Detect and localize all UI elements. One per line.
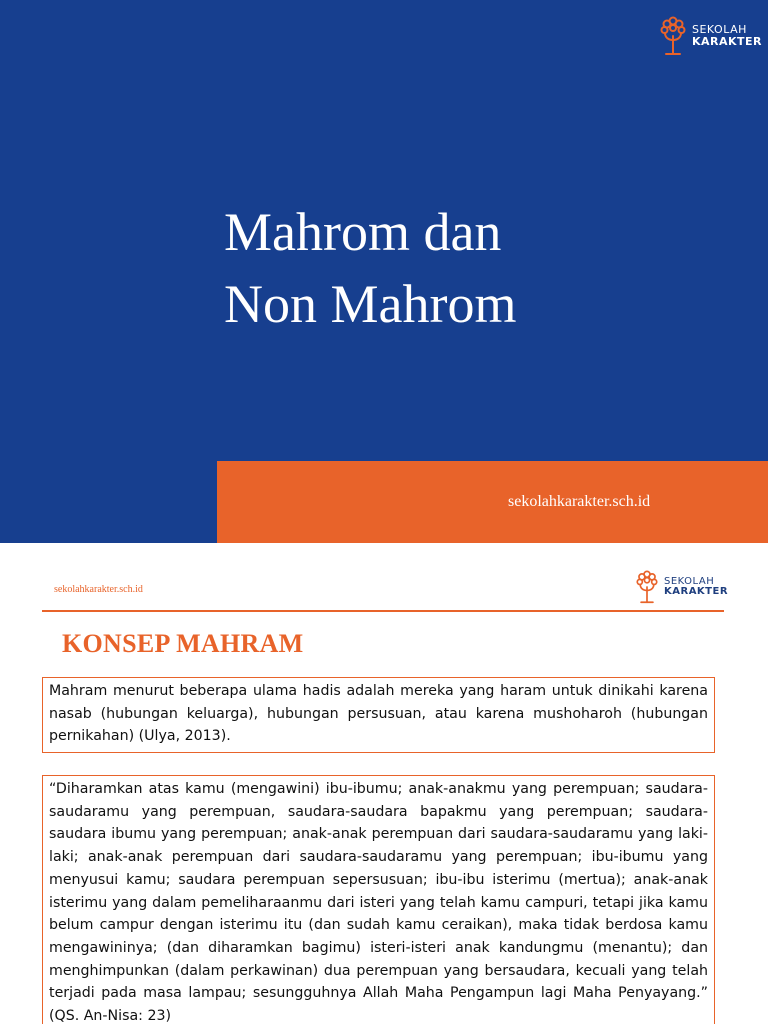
cover-website-url: sekolahkarakter.sch.id (508, 493, 651, 510)
tree-icon (660, 16, 686, 56)
definition-box: Mahram menurut beberapa ulama hadis adalah mereka yang haram untuk dinikahi karena nasab (hubungan keluarga), hubungan persusuan, atau karena mushoharoh (hubungan pernikahan) (Ulya, 2013). (42, 677, 715, 753)
content-slide (0, 543, 768, 1024)
header-divider (42, 610, 724, 612)
cover-title (224, 196, 724, 340)
cover-title-line2: Non Mahrom (224, 274, 517, 334)
tree-icon (636, 570, 658, 604)
header-website-url: sekolahkarakter.sch.id (54, 584, 143, 595)
logo-text-sekolah: SEKOLAH (664, 575, 715, 587)
section-title: KONSEP MAHRAM (62, 629, 304, 658)
logo-text-karakter: KARAKTER (692, 35, 763, 48)
cover-title-line1: Mahrom dan (224, 202, 502, 262)
logo-text-sekolah: SEKOLAH (692, 23, 747, 37)
brand-logo-small (636, 570, 728, 604)
logo-text-karakter: KARAKTER (664, 586, 729, 597)
quran-quote-box: “Diharamkan atas kamu (mengawini) ibu-ibumu; anak-anakmu yang perempuan; saudara-saudaramu yang perempuan, saudara-saudara bapakmu yang perempuan; saudara-saudara ibumu yang perempuan; anak-anak perempuan dari saudara-saudaramu yang laki-laki; anak-anak perempuan dari saudara-saudaramu yang perempuan; ibu-ibumu yang menyusui kamu; saudara perempuan sepersusuan; ibu-ibu isterimu (mertua); anak-anak isterimu yang dalam pemeliharaanmu dari isteri yang telah kamu campuri, tetapi jika kamu belum campur dengan isterimu itu (dan sudah kamu ceraikan), maka tidak berdosa kamu mengawininya; (dan diharamkan bagimu) isteri-isteri anak kandungmu (menantu); dan menghimpunkan (dalam perkawinan) dua perempuan yang bersaudara, kecuali yang telah terjadi pada masa lampau; sesungguhnya Allah Maha Pengampun lagi Maha Penyayang.” (QS. An-Nisa: 23) (42, 775, 715, 1024)
brand-logo (660, 16, 762, 56)
orange-footer-band (217, 461, 768, 543)
